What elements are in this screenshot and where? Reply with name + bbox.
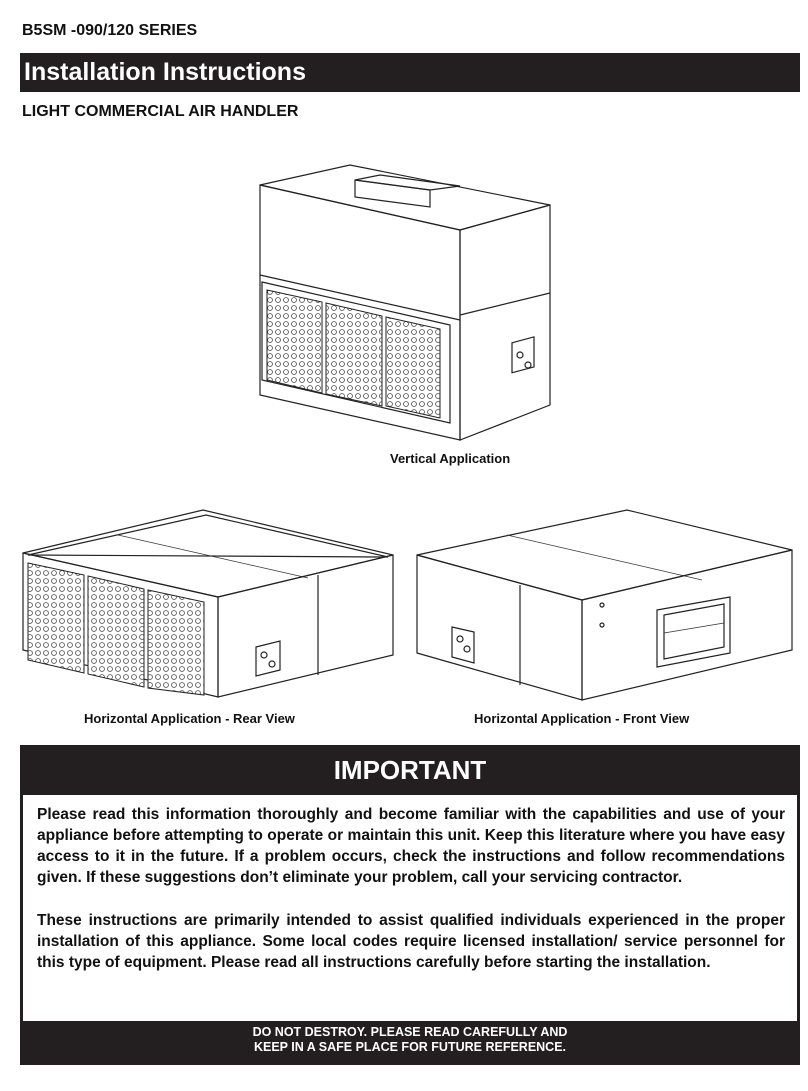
- footer-line-1: DO NOT DESTROY. PLEASE READ CAREFULLY AND: [252, 1025, 568, 1039]
- important-paragraph-1: Please read this information thoroughly and become familiar with the capabilities and use of your appliance before attempting to operate or maintain this unit. Keep this literature where you have easy access to it in the future. If a problem occurs, check the instructions and follow recommendations given. If these suggestions don’t eliminate your problem, call your servicing contractor.: [37, 806, 785, 886]
- important-body: [23, 795, 797, 1021]
- important-footer: [20, 1025, 800, 1055]
- horizontal-front-drawing: [412, 505, 797, 705]
- vertical-caption: Vertical Application: [390, 451, 511, 466]
- important-title: IMPORTANT: [333, 755, 487, 785]
- page-subtitle: LIGHT COMMERCIAL AIR HANDLER: [22, 103, 299, 120]
- front-caption: Horizontal Application - Front View: [474, 711, 690, 726]
- series-label: B5SM -090/120 SERIES: [22, 22, 198, 39]
- page-title: Installation Instructions: [20, 53, 800, 92]
- important-paragraph-2: These instructions are primarily intended to assist qualified individuals experienced in the proper installation of this appliance. Some local codes require licensed installation/ service personnel for this type of equipment. Please read all instructions carefully before starting the installation.: [37, 912, 785, 971]
- footer-line-2: KEEP IN A SAFE PLACE FOR FUTURE REFERENCE.: [253, 1040, 567, 1054]
- important-notice: [20, 745, 800, 1065]
- rear-caption: Horizontal Application - Rear View: [84, 711, 295, 726]
- horizontal-rear-drawing: [18, 505, 398, 705]
- vertical-unit-drawing: [250, 160, 560, 445]
